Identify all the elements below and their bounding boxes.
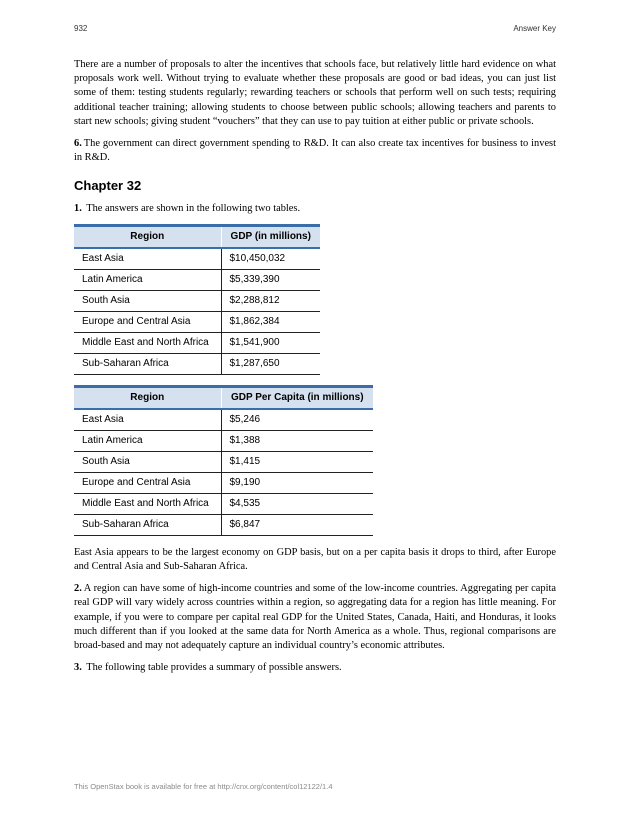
cell-region: South Asia [74,290,221,311]
cell-region: Europe and Central Asia [74,472,221,493]
table-row [74,493,373,514]
gdp-table [74,224,320,375]
answer-number: 6. [74,138,82,150]
cell-region: East Asia [74,248,221,270]
column-header-region: Region [74,225,221,248]
table-row [74,430,373,451]
chapter-title: Chapter 32 [74,178,142,194]
table-row [74,514,373,535]
gdp-per-capita-table [74,385,373,536]
cell-region: Middle East and North Africa [74,493,221,514]
table-header-row [74,386,373,409]
cell-value: $5,339,390 [221,269,320,290]
cell-value: $4,535 [221,493,373,514]
cell-value: $10,450,032 [221,248,320,270]
answer-text: A region can have some of high-income countries and some of the low-income countries. Aggregating per capita real GDP will vary widely across countries within a region, so aggregating data for a region has little meaning. For example, if you were to compare per capital real GDP for the United States, Canada, Haiti, and Honduras, it looks much different than if you looked at the same data for North America as a whole. Thus, regional comparisons are broad-based and may not adequately capture an individual country’s economic attributes. [74,583,556,652]
table-row [74,472,373,493]
cell-value: $1,388 [221,430,373,451]
table-row [74,409,373,431]
table-row [74,353,320,374]
cell-region: Sub-Saharan Africa [74,353,221,374]
cell-value: $2,288,812 [221,290,320,311]
answer-text: The following table provides a summary of possible answers. [86,662,342,674]
table-row [74,248,320,270]
cell-value: $1,415 [221,451,373,472]
cell-value: $1,287,650 [221,353,320,374]
cell-region: Europe and Central Asia [74,311,221,332]
answer-number: 1. [74,202,82,214]
table-row [74,332,320,353]
answer-2 [74,582,556,653]
cell-value: $9,190 [221,472,373,493]
answer-6 [74,137,556,165]
footer-note: This OpenStax book is available for free at http://cnx.org/content/col12122/1.4 [74,782,333,791]
summary-paragraph: East Asia appears to be the largest economy on GDP basis, but on a per capita basis it drops to third, after Europe and Central Asia and Sub-Saharan Africa. [74,546,556,573]
table-row [74,290,320,311]
cell-region: Latin America [74,430,221,451]
cell-region: Latin America [74,269,221,290]
cell-region: Middle East and North Africa [74,332,221,353]
cell-region: East Asia [74,409,221,431]
answer-text: The answers are shown in the following two tables. [86,202,301,214]
cell-value: $1,862,384 [221,311,320,332]
cell-value: $6,847 [221,514,373,535]
cell-value: $5,246 [221,409,373,431]
page-number: 932 [74,24,88,33]
table-row [74,451,373,472]
column-header-gdp-per-capita: GDP Per Capita (in millions) [221,386,373,409]
answer-number: 3. [74,662,82,674]
answer-text: The government can direct government spending to R&D. It can also create tax incentives for business to invest in R&D. [74,138,556,164]
answer-1 [74,202,556,216]
cell-region: South Asia [74,451,221,472]
intro-paragraph: There are a number of proposals to alter the incentives that schools face, but relatively little hard evidence on what proposals work well. Without trying to evaluate whether these proposals are good or bad ideas, you can just list some of them: testing students regularly; rewarding teachers or schools that perform well on such tests; requiring additional teacher training; allowing students to choose between public schools; allowing teachers and parents to start new schools; giving student “vouchers” that they can use to pay tuition at either public or private schools. [74,59,556,127]
answer-3 [74,661,556,675]
table-row [74,269,320,290]
answer-number: 2. [74,583,82,595]
column-header-region: Region [74,386,221,409]
main-content [74,58,556,683]
cell-region: Sub-Saharan Africa [74,514,221,535]
table-row [74,311,320,332]
column-header-gdp: GDP (in millions) [221,225,320,248]
table-header-row [74,225,320,248]
section-title: Answer Key [513,24,556,33]
cell-value: $1,541,900 [221,332,320,353]
